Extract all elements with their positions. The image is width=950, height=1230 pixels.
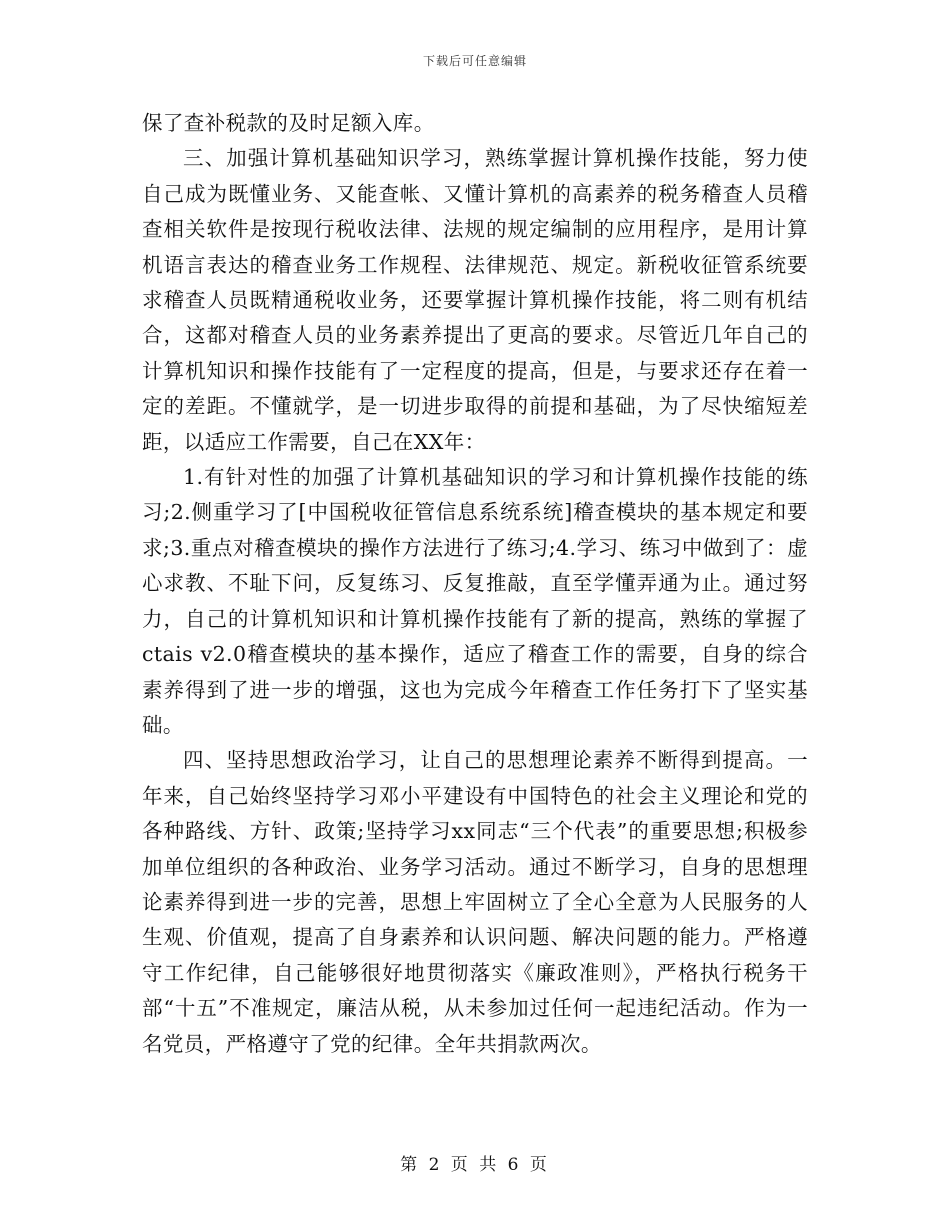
paragraph-continuation: 保了查补税款的及时足额入库。	[142, 111, 435, 135]
paragraph-section-three: 三、加强计算机基础知识学习，熟练掌握计算机操作技能，努力使自己成为既懂业务、又能查帐、又懂计算机的高素养的税务稽查人员稽查相关软件是按现行税收法律、法规的规定编制的应用程序，是用计算机语言表达的稽查业务工作规程、法律规范、规定。新税收征管系统要求稽查人员既精通税收业务，还要掌握计算机操作技能，将二则有机结合，这都对稽查人员的业务素养提出了更高的要求。尽管近几年自己的计算机知识和操作技能有了一定程度的提高，但是，与要求还存在着一定的差距。不懂就学，是一切进步取得的前提和基础，为了尽快缩短差距，以适应工作需要，自己在XX年：	[142, 146, 808, 454]
paragraph-computer-study-list: 1.有针对性的加强了计算机基础知识的学习和计算机操作技能的练习;2.侧重学习了[中国税收征管信息系统系统]稽查模块的基本规定和要求;3.重点对稽查模块的操作方法进行了练习;4.学习、练习中做到了：虚心求教、不耻下问，反复练习、反复推敲，直至学懂弄通为止。通过努力，自己的计算机知识和计算机操作技能有了新的提高，熟练的掌握了ctais v2.0稽查模块的基本操作，适应了稽查工作的需要，自身的综合素养得到了进一步的增强，这也为完成今年稽查工作任务打下了坚实基础。	[142, 465, 808, 737]
page-header-note: 下载后可任意编辑	[422, 54, 527, 68]
page-number-footer: 第 2 页 共 6 页	[400, 1155, 550, 1175]
document-body	[142, 106, 808, 1062]
paragraph-section-four: 四、坚持思想政治学习，让自己的思想理论素养不断得到提高。一年来，自己始终坚持学习邓小平建设有中国特色的社会主义理论和党的各种路线、方针、政策;坚持学习xx同志“三个代表”的重要思想;积极参加单位组织的各种政治、业务学习活动。通过不断学习，自身的思想理论素养得到进一步的完善，思想上牢固树立了全心全意为人民服务的人生观、价值观，提高了自身素养和认识问题、解决问题的能力。严格遵守工作纪律，自己能够很好地贯彻落实《廉政准则》，严格执行税务干部“十五”不准规定，廉洁从税，从未参加过任何一起违纪活动。作为一名党员，严格遵守了党的纪律。全年共捐款两次。	[142, 748, 808, 1056]
